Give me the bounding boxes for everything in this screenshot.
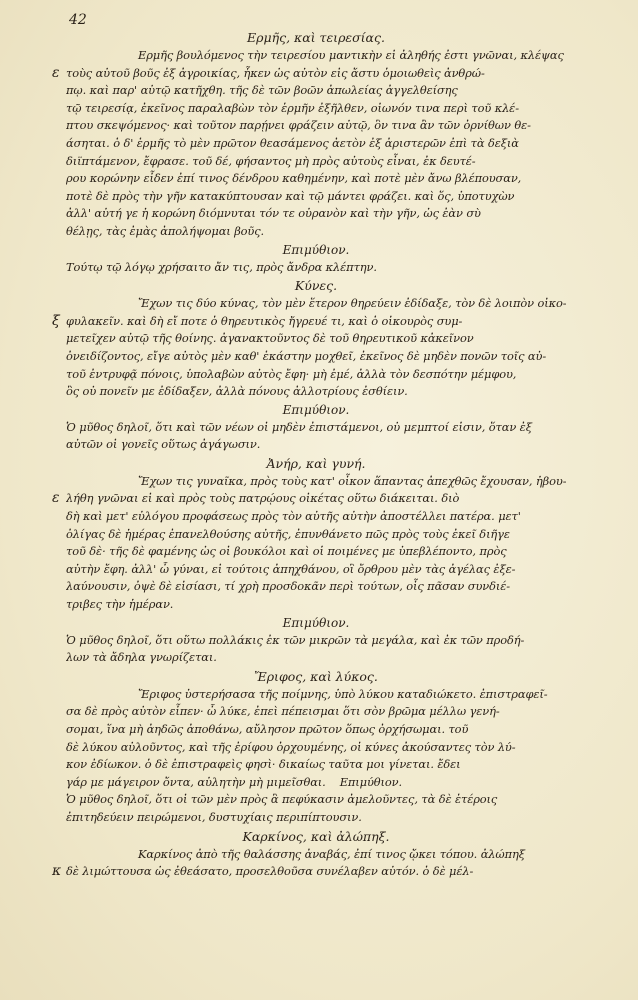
fable-title: Ἀνήρ, καὶ γυνή. [266,455,366,471]
text-line: ἀλλ' αὐτή γε ἡ κορώνη διόμνυται τόν τε οὐρανὸν καὶ τὴν γῆν, ὡς ἐὰν σὺ [66,206,481,221]
text-line: Ἔριφος ὑστερήσασα τῆς ποίμνης, ὑπὸ λύκου καταδιώκετο. ἐπιστραφεῖ- [138,686,548,701]
text-line: Ἔχων τις γυναῖκα, πρὸς τοὺς κατ' οἶκον ἅπαντας ἀπεχθῶς ἔχουσαν, ἠβου- [138,473,566,488]
line-with-margin-note [52,64,566,83]
text-line: ποτὲ δὲ πρὸς τὴν γῆν κατακύπτουσαν καὶ τῷ μάντει φράζει. καὶ ὅς, ὑποτυχὼν [66,188,515,203]
margin-note: ε [52,64,60,81]
text-line: φυλακεῖν. καὶ δὴ εἴ ποτε ὁ θηρευτικὸς ἤγρευέ τι, καὶ ὁ οἰκουρὸς συμ- [66,313,463,328]
text-line: λήθη γνῶναι εἰ καὶ πρὸς τοὺς πατρῴους οἰκέτας οὕτω διάκειται. διὸ [66,491,460,506]
moral-line: λων τὰ ἄδηλα γνωρίζεται. [66,650,217,665]
moral-line: ἐπιτηδεύειν πειρώμενοι, δυστυχίαις περιπίπτουσιν. [66,809,362,824]
text-line: τριβες τὴν ἡμέραν. [66,597,174,612]
moral-line: Τούτῳ τῷ λόγῳ χρήσαιτο ἄν τις, πρὸς ἄνδρα κλέπτην. [66,259,377,274]
text-line: τοῦ ἐντρυφᾷ πόνοις, ὑπολαβὼν αὐτὸς ἔφη· μὴ ἐμέ, ἀλλὰ τὸν δεσπότην μέμφου, [66,366,517,381]
line-with-margin-note [52,312,566,331]
fable-section [66,667,566,827]
fable-title: Καρκίνος, καὶ ἀλώπηξ. [242,828,390,844]
fable-title: Ἔριφος, καὶ λύκος. [254,668,378,684]
text-line: λαύνουσιν, ὀψὲ δὲ εἰσίασι, τί χρὴ προσδοκᾶν περὶ τούτων, οἷς πᾶσαν συνδιέ- [66,579,510,594]
moral-heading: Επιμύθιον. [282,615,350,630]
text-line: τῷ τειρεσίᾳ, ἐκεῖνος παραλαβὼν τὸν ἑρμῆν ἐξῆλθεν, οἰωνόν τινα περὶ τοῦ κλέ- [66,100,519,115]
text-line: ὀνειδίζοντος, εἴγε αὐτὸς μὲν καθ' ἑκάστην μοχθεῖ, ἐκεῖνος δὲ μηδὲν πονῶν τοῖς αὐ- [66,348,547,363]
line-with-margin-note [52,490,566,508]
text-line: ρου κορώνην εἶδεν ἐπί τινος δένδρου καθημένην, καὶ ποτὲ μὲν ἄνω βλέπουσαν, [66,171,522,186]
fable-title: Κύνες. [294,278,338,294]
moral-heading: Επιμύθιον. [339,774,403,789]
text-line: Ερμῆς βουλόμενος τὴν τειρεσίου μαντικὴν εἰ ἀληθής ἐστι γνῶναι, κλέψας [138,48,564,62]
text-line: άσηται. ὁ δ' ἑρμῆς τὸ μὲν πρῶτον θεασάμενος ἀετὸν ἐξ ἀριστερῶν ἐπὶ τὰ δεξιὰ [66,135,519,150]
fable-title: Ερμῆς, καὶ τειρεσίας. [247,30,385,45]
text-line: κον ἐδίωκον. ὁ δὲ ἐπιστραφεὶς φησὶ· δικαίως ταῦτα μοι γίνεται. ἔδει [66,757,461,772]
margin-note: κ [52,863,62,880]
text-line: πτου σκεψόμενος· καὶ τοῦτον παρῄνει φράζειν αὐτῷ, ὃν τινα ἂν τῶν ὀρνίθων θε- [66,118,531,133]
fable-section [52,454,566,667]
text-line: διϊπτάμενον, ἔφρασε. τοῦ δέ, φήσαντος μὴ πρὸς αὐτοὺς εἶναι, ἐκ δευτέ- [66,153,476,168]
fable-section [52,276,566,454]
moral-line: Ὁ μῦθος δηλοῖ, ὅτι οὕτω πολλάκις ἐκ τῶν μικρῶν τὰ μεγάλα, καὶ ἐκ τῶν προδή- [66,632,525,647]
margin-note: ε [52,490,60,507]
moral-line: Ὁ μῦθος δηλοῖ, ὅτι καὶ τῶν νέων οἱ μηδὲν ἐπιστάμενοι, οὐ μεμπτοί εἰσιν, ὅταν ἐξ [66,419,532,434]
text-line: μετεῖχεν αὐτῷ τῆς θοίνης. ἀγανακτοῦντος δὲ τοῦ θηρευτικοῦ κἀκεῖνον [66,331,474,346]
text-line: ὀλίγας δὲ ἡμέρας ἐπανελθούσης αὐτῆς, ἐπυνθάνετο πῶς πρὸς τοὺς ἐκεῖ διῆγε [66,526,510,541]
line-with-margin-note [52,863,566,881]
text-line: τοὺς αὐτοῦ βοῦς ἐξ ἀγροικίας, ἧκεν ὡς αὐτὸν εἰς ἄστυ ὁμοιωθεὶς ἀνθρώ- [66,65,485,80]
text-line-content: γάρ με μάγειρον ὄντα, αὐλητὴν μὴ μιμεῖσθαι. [66,774,326,789]
text-line: δὴ καὶ μετ' εὐλόγου προφάσεως πρὸς τὸν αὐτῆς αὐτὴν ἀποστέλλει πατέρα. μετ' [66,509,521,524]
text-line: δὲ λύκου αὐλοῦντος, καὶ τῆς ἐρίφου ὀρχουμένης, οἱ κύνες ἀκούσαντες τὸν λύ- [66,739,516,754]
fable-section [52,827,566,881]
moral-heading: Επιμύθιον. [282,242,350,257]
page-content [52,28,566,881]
text-line: ὃς οὐ πονεῖν με ἐδίδαξεν, ἀλλὰ πόνους ἀλλοτρίους ἐσθίειν. [66,384,408,399]
fable-section [52,28,566,276]
text-line: δὲ λιμώττουσα ὡς ἐθεάσατο, προσελθοῦσα συνέλαβεν αὐτόν. ὁ δὲ μέλ- [66,864,474,879]
text-line: σομαι, ἵνα μὴ ἀηδῶς ἀποθάνω, αὔλησον πρῶτον ὅπως ὀρχήσωμαι. τοῦ [66,722,469,736]
page-number: 42 [69,12,87,28]
moral-heading: Επιμύθιον. [282,402,350,417]
text-line: σα δὲ πρὸς αὐτὸν εἶπεν· ὦ λύκε, ἐπεὶ πέπεισμαι ὅτι σὸν βρῶμα μέλλω γενή- [66,704,500,719]
moral-line: Ὁ μῦθος δηλοῖ, ὅτι οἱ τῶν μὲν πρὸς ἃ πεφύκασιν ἀμελοῦντες, τὰ δὲ ἑτέροις [66,792,498,807]
text-line: Καρκίνος ἀπὸ τῆς θαλάσσης ἀναβάς, ἐπί τινος ᾤκει τόπου. ἀλώπηξ [138,846,525,861]
text-line: τοῦ δὲ· τῆς δὲ φαμένης ὡς οἱ βουκόλοι καὶ οἱ ποιμένες με ὑπεβλέποντο, πρὸς [66,544,507,559]
moral-line: αὐτῶν οἱ γονεῖς οὕτως ἀγάγωσιν. [66,437,261,452]
margin-note: ξ [52,312,60,329]
text-line [66,774,566,792]
text-line: θέλῃς, τὰς ἐμὰς ἀπολήψομαι βοῦς. [66,223,265,238]
text-line: πῳ. καὶ παρ' αὐτῷ κατῆχθη. τῆς δὲ τῶν βοῶν ἀπωλείας ἀγγελθείσης [66,83,458,98]
text-line: Ἔχων τις δύο κύνας, τὸν μὲν ἕτερον θηρεύειν ἐδίδαξε, τὸν δὲ λοιπὸν οἰκο- [138,296,566,311]
text-line: αὐτὴν ἔφη. ἀλλ' ὦ γύναι, εἰ τούτοις ἀπηχθάνου, οἳ ὄρθρου μὲν τὰς ἀγέλας ἐξε- [66,561,516,576]
